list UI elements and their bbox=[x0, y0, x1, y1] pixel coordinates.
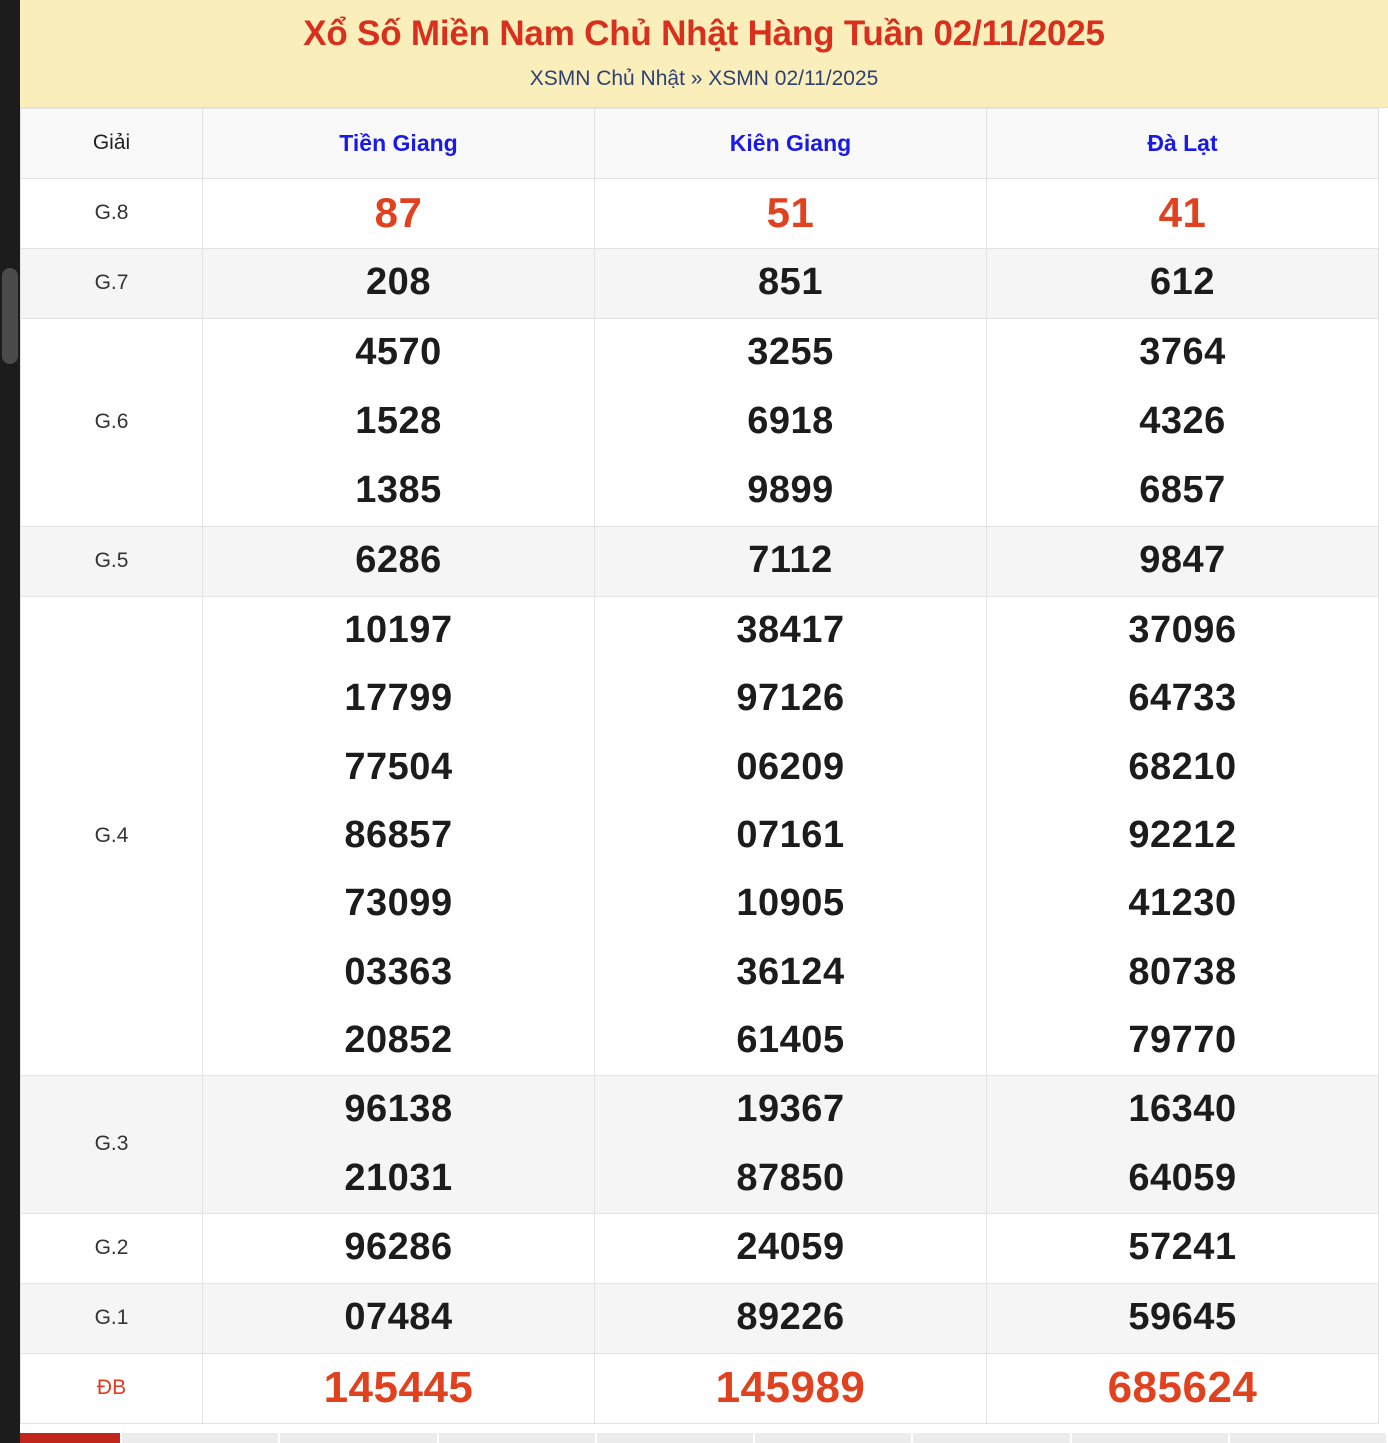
table-row bbox=[21, 248, 1379, 318]
number-stack bbox=[203, 1076, 594, 1213]
column-header-da-lat[interactable]: Đà Lạt bbox=[987, 108, 1379, 178]
result-number: 87 bbox=[374, 189, 423, 237]
breadcrumb[interactable]: XSMN Chủ Nhật » XSMN 02/11/2025 bbox=[529, 66, 879, 90]
result-cell-kien-giang bbox=[595, 1213, 987, 1283]
number-stack bbox=[595, 1214, 986, 1283]
number-stack bbox=[595, 597, 986, 1075]
number-stack bbox=[987, 319, 1378, 526]
result-number: 38417 bbox=[736, 609, 845, 652]
vertical-scrollbar[interactable] bbox=[0, 0, 20, 1443]
result-number: 17799 bbox=[344, 677, 453, 720]
result-number: 64059 bbox=[1128, 1156, 1237, 1199]
result-cell-kien-giang bbox=[595, 178, 987, 248]
table-row bbox=[21, 596, 1379, 1075]
result-number: 6918 bbox=[747, 400, 834, 443]
prize-label: G.2 bbox=[94, 1236, 129, 1260]
prize-label-cell bbox=[21, 318, 203, 526]
result-cell-da-lat bbox=[987, 526, 1379, 596]
scroll-segment[interactable] bbox=[439, 1433, 597, 1443]
result-cell-da-lat bbox=[987, 318, 1379, 526]
result-number: 612 bbox=[1150, 261, 1215, 304]
prize-label: G.7 bbox=[94, 271, 129, 295]
page-content bbox=[20, 0, 1388, 1443]
prize-label-cell bbox=[21, 526, 203, 596]
result-number: 145445 bbox=[323, 1363, 474, 1413]
result-number: 96138 bbox=[344, 1088, 453, 1131]
table-row bbox=[21, 1353, 1379, 1423]
number-stack bbox=[987, 1354, 1378, 1423]
result-number: 41230 bbox=[1128, 882, 1237, 925]
result-number: 96286 bbox=[344, 1226, 453, 1269]
number-stack bbox=[595, 1354, 986, 1423]
scroll-segment[interactable] bbox=[913, 1433, 1071, 1443]
result-number: 89226 bbox=[736, 1296, 845, 1339]
result-number: 9847 bbox=[1139, 539, 1226, 582]
scroll-thumb[interactable] bbox=[20, 1433, 122, 1443]
number-stack bbox=[987, 249, 1378, 318]
result-number: 3255 bbox=[747, 331, 834, 374]
prize-label-cell bbox=[21, 248, 203, 318]
result-number: 24059 bbox=[736, 1226, 845, 1269]
number-stack bbox=[203, 597, 594, 1075]
number-stack bbox=[203, 179, 594, 248]
result-cell-da-lat bbox=[987, 178, 1379, 248]
result-number: 4326 bbox=[1139, 400, 1226, 443]
result-number: 73099 bbox=[344, 882, 453, 925]
result-number: 208 bbox=[366, 261, 431, 304]
number-stack bbox=[987, 179, 1378, 248]
result-number: 41 bbox=[1158, 189, 1207, 237]
number-stack bbox=[987, 1214, 1378, 1283]
table-row bbox=[21, 1213, 1379, 1283]
prize-label-cell bbox=[21, 1353, 203, 1423]
result-number: 7112 bbox=[748, 539, 833, 582]
prize-label-cell bbox=[21, 1283, 203, 1353]
result-cell-da-lat bbox=[987, 1283, 1379, 1353]
result-number: 77504 bbox=[344, 745, 453, 788]
horizontal-scroll-bar[interactable] bbox=[20, 1430, 1388, 1443]
result-cell-tien-giang bbox=[203, 596, 595, 1075]
result-cell-tien-giang bbox=[203, 1283, 595, 1353]
result-cell-da-lat bbox=[987, 1075, 1379, 1213]
scroll-segment[interactable] bbox=[122, 1433, 280, 1443]
scroll-segment[interactable] bbox=[1230, 1433, 1388, 1443]
number-stack bbox=[987, 1284, 1378, 1353]
result-number: 51 bbox=[766, 189, 815, 237]
number-stack bbox=[987, 597, 1378, 1075]
result-number: 07161 bbox=[736, 813, 845, 856]
result-number: 57241 bbox=[1128, 1226, 1237, 1269]
number-stack bbox=[595, 319, 986, 526]
number-stack bbox=[203, 1284, 594, 1353]
prize-label: G.4 bbox=[94, 823, 129, 847]
prize-label-cell bbox=[21, 1075, 203, 1213]
result-number: 03363 bbox=[344, 950, 453, 993]
result-number: 36124 bbox=[736, 950, 845, 993]
prize-label: ĐB bbox=[96, 1376, 127, 1400]
table-header-row bbox=[21, 108, 1379, 178]
result-number: 6286 bbox=[355, 539, 442, 582]
result-number: 21031 bbox=[344, 1156, 453, 1199]
result-number: 37096 bbox=[1128, 609, 1237, 652]
number-stack bbox=[595, 1284, 986, 1353]
table-row bbox=[21, 318, 1379, 526]
prize-label: G.5 bbox=[94, 549, 129, 573]
prize-label-cell bbox=[21, 1213, 203, 1283]
table-row bbox=[21, 526, 1379, 596]
result-number: 4570 bbox=[355, 331, 442, 374]
result-number: 68210 bbox=[1128, 745, 1237, 788]
result-cell-tien-giang bbox=[203, 1213, 595, 1283]
result-number: 59645 bbox=[1128, 1296, 1237, 1339]
result-cell-kien-giang bbox=[595, 526, 987, 596]
prize-label: G.3 bbox=[94, 1132, 129, 1156]
number-stack bbox=[595, 527, 986, 596]
prize-label: G.6 bbox=[94, 410, 129, 434]
result-number: 87850 bbox=[736, 1156, 845, 1199]
result-number: 86857 bbox=[344, 813, 453, 856]
number-stack bbox=[203, 527, 594, 596]
result-number: 9899 bbox=[747, 469, 834, 512]
result-cell-tien-giang bbox=[203, 1353, 595, 1423]
number-stack bbox=[987, 1076, 1378, 1213]
result-cell-kien-giang bbox=[595, 248, 987, 318]
result-number: 145989 bbox=[715, 1363, 866, 1413]
number-stack bbox=[203, 1214, 594, 1283]
result-number: 10905 bbox=[736, 882, 845, 925]
column-header-prize: Giải bbox=[21, 108, 203, 178]
lottery-results-table bbox=[20, 108, 1379, 1424]
prize-label: G.8 bbox=[94, 201, 129, 225]
number-stack bbox=[203, 319, 594, 526]
result-number: 6857 bbox=[1139, 469, 1226, 512]
table-body bbox=[21, 178, 1379, 1423]
result-number: 1528 bbox=[355, 400, 442, 443]
result-number: 10197 bbox=[344, 609, 453, 652]
result-number: 80738 bbox=[1128, 950, 1237, 993]
table-row bbox=[21, 1075, 1379, 1213]
result-cell-da-lat bbox=[987, 1353, 1379, 1423]
scroll-segment[interactable] bbox=[597, 1433, 755, 1443]
result-number: 07484 bbox=[344, 1296, 453, 1339]
scroll-segment[interactable] bbox=[1072, 1433, 1230, 1443]
page-banner bbox=[20, 0, 1388, 108]
number-stack bbox=[595, 179, 986, 248]
table-row bbox=[21, 178, 1379, 248]
table-row bbox=[21, 1283, 1379, 1353]
result-cell-kien-giang bbox=[595, 1075, 987, 1213]
result-cell-da-lat bbox=[987, 1213, 1379, 1283]
result-number: 1385 bbox=[355, 469, 442, 512]
page-title: Xổ Số Miền Nam Chủ Nhật Hàng Tuần 02/11/2025 bbox=[303, 14, 1105, 53]
result-number: 79770 bbox=[1128, 1018, 1237, 1061]
result-number: 3764 bbox=[1139, 331, 1226, 374]
number-stack bbox=[595, 249, 986, 318]
result-number: 16340 bbox=[1128, 1088, 1237, 1131]
result-number: 19367 bbox=[736, 1088, 845, 1131]
result-cell-kien-giang bbox=[595, 1353, 987, 1423]
prize-label: G.1 bbox=[94, 1306, 129, 1330]
result-cell-tien-giang bbox=[203, 248, 595, 318]
result-cell-tien-giang bbox=[203, 178, 595, 248]
result-cell-da-lat bbox=[987, 596, 1379, 1075]
prize-label-cell bbox=[21, 596, 203, 1075]
result-cell-kien-giang bbox=[595, 1283, 987, 1353]
result-number: 06209 bbox=[736, 745, 845, 788]
result-cell-da-lat bbox=[987, 248, 1379, 318]
result-cell-tien-giang bbox=[203, 318, 595, 526]
result-number: 20852 bbox=[344, 1018, 453, 1061]
vertical-scrollbar-thumb[interactable] bbox=[2, 268, 18, 364]
number-stack bbox=[203, 1354, 594, 1423]
number-stack bbox=[595, 1076, 986, 1213]
result-cell-tien-giang bbox=[203, 526, 595, 596]
number-stack bbox=[203, 249, 594, 318]
result-number: 92212 bbox=[1128, 813, 1237, 856]
column-header-tien-giang[interactable]: Tiền Giang bbox=[203, 108, 595, 178]
result-number: 685624 bbox=[1107, 1363, 1258, 1413]
result-cell-kien-giang bbox=[595, 596, 987, 1075]
result-cell-kien-giang bbox=[595, 318, 987, 526]
result-number: 64733 bbox=[1128, 677, 1237, 720]
scroll-segment[interactable] bbox=[755, 1433, 913, 1443]
result-number: 851 bbox=[758, 261, 823, 304]
column-header-kien-giang[interactable]: Kiên Giang bbox=[595, 108, 987, 178]
result-number: 61405 bbox=[736, 1018, 845, 1061]
scroll-segment[interactable] bbox=[280, 1433, 438, 1443]
result-cell-tien-giang bbox=[203, 1075, 595, 1213]
prize-label-cell bbox=[21, 178, 203, 248]
number-stack bbox=[987, 527, 1378, 596]
result-number: 97126 bbox=[736, 677, 845, 720]
